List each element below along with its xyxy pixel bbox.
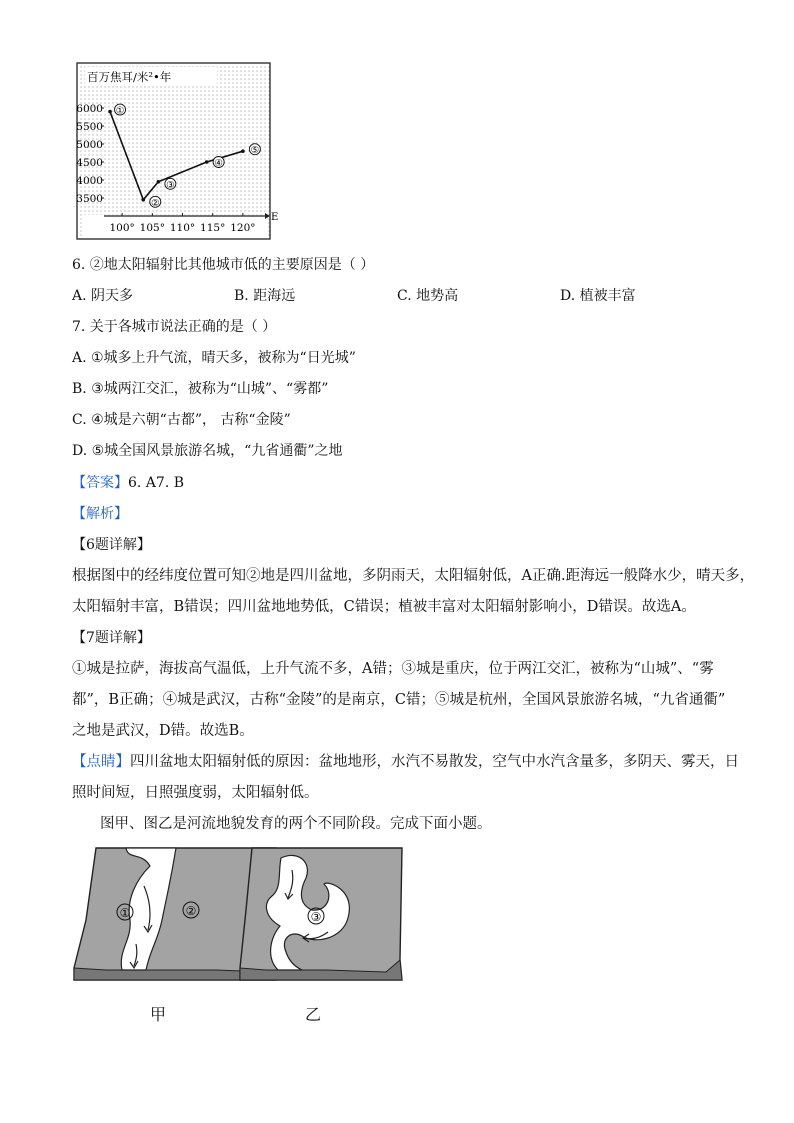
x-tick-label: 120° <box>230 222 256 234</box>
answer-line <box>72 473 184 493</box>
tip-line-2: 照时间短，日照强度弱，太阳辐射低。 <box>72 785 319 801</box>
jia-mark-1: ① <box>119 906 131 920</box>
point-label: ③ <box>166 179 175 191</box>
jia-caption: 甲 <box>150 1007 167 1024</box>
answer-text: 6. A7. B <box>128 475 185 491</box>
detail7-title: 【7题详解】 <box>72 630 151 646</box>
point-label: ⑤ <box>250 145 260 157</box>
q6-option-c: C. 地势高 <box>397 288 459 304</box>
detail6-title: 【6题详解】 <box>72 537 151 553</box>
q7-stem: 7. 关于各城市说法正确的是（ ） <box>72 319 277 335</box>
detail6-line-1: 根据图中的经纬度位置可知②地是四川盆地，多阴雨天，太阳辐射低，A正确.距海远一般降水少，晴天多， <box>72 568 755 584</box>
answer-tag: 【答案】 <box>72 475 128 491</box>
yi-mark-3: ③ <box>310 910 322 924</box>
river-figures <box>66 840 396 1000</box>
x-axis-label: E <box>271 212 279 223</box>
data-point <box>241 149 245 153</box>
analysis-tag: 【解析】 <box>72 506 128 522</box>
y-tick-label: 4000 <box>76 175 103 187</box>
data-point <box>157 180 161 184</box>
data-point <box>108 110 112 114</box>
q6-option-b: B. 距海远 <box>234 288 296 304</box>
y-tick-label: 5500 <box>76 121 103 133</box>
detail6-line-2: 太阳辐射丰富，B错误；四川盆地地势低，C错误；植被丰富对太阳辐射影响小，D错误。故选A。 <box>72 599 696 615</box>
jia-mark-2: ② <box>185 904 197 918</box>
y-tick-label: 3500 <box>76 193 103 205</box>
detail7-line-2: 都”，B正确；④城是武汉，古称“金陵”的是南京，C错；⑤城是杭州，全国风景旅游名城，“九省通衢” <box>72 692 726 708</box>
chart-ylabel: 百万焦耳/米²•年 <box>87 70 172 84</box>
y-tick-label: 6000 <box>76 103 103 115</box>
intro-text: 图甲、图乙是河流地貌发育的两个不同阶段。完成下面小题。 <box>100 816 492 832</box>
data-point <box>205 160 209 164</box>
figure-yi <box>240 848 402 980</box>
x-tick-label: 105° <box>139 222 165 234</box>
x-tick-label: 100° <box>109 222 135 234</box>
x-tick-label: 115° <box>200 222 226 234</box>
x-tick-label: 110° <box>169 222 196 234</box>
y-tick-label: 5000 <box>76 139 103 151</box>
point-label: ① <box>115 105 125 117</box>
yi-caption: 乙 <box>305 1007 322 1024</box>
radiation-chart <box>76 62 279 242</box>
tip-line-1: 【点睛】四川盆地太阳辐射低的原因：盆地地形，水汽不易散发，空气中水汽含量多，多阴天、雾天，日 <box>72 754 739 770</box>
detail7-line-3: 之地是武汉，D错。故选B。 <box>72 723 254 739</box>
q6-stem: 6. ②地太阳辐射比其他城市低的主要原因是（ ） <box>72 257 375 273</box>
y-tick-label: 4500 <box>76 157 103 169</box>
data-point <box>141 198 145 202</box>
q6-option-d: D. 植被丰富 <box>560 288 636 304</box>
point-label: ② <box>150 197 160 209</box>
q7-option-d: D. ⑤城全国风景旅游名城，“九省通衢”之地 <box>72 443 343 459</box>
q7-option-c: C. ④城是六朝“古都”， 古称“金陵” <box>72 412 291 428</box>
q7-option-b: B. ③城两江交汇，被称为“山城”、“雾都” <box>72 381 329 397</box>
point-label: ④ <box>214 158 223 169</box>
q6-option-a: A. 阴天多 <box>72 288 134 304</box>
detail7-line-1: ①城是拉萨，海拔高气温低，上升气流不多，A错；③城是重庆，位于两江交汇，被称为“山城”、“雾 <box>72 661 714 677</box>
q7-option-a: A. ①城多上升气流，晴天多，被称为“日光城” <box>72 350 356 366</box>
tip-tag: 【点睛】 <box>72 754 130 770</box>
